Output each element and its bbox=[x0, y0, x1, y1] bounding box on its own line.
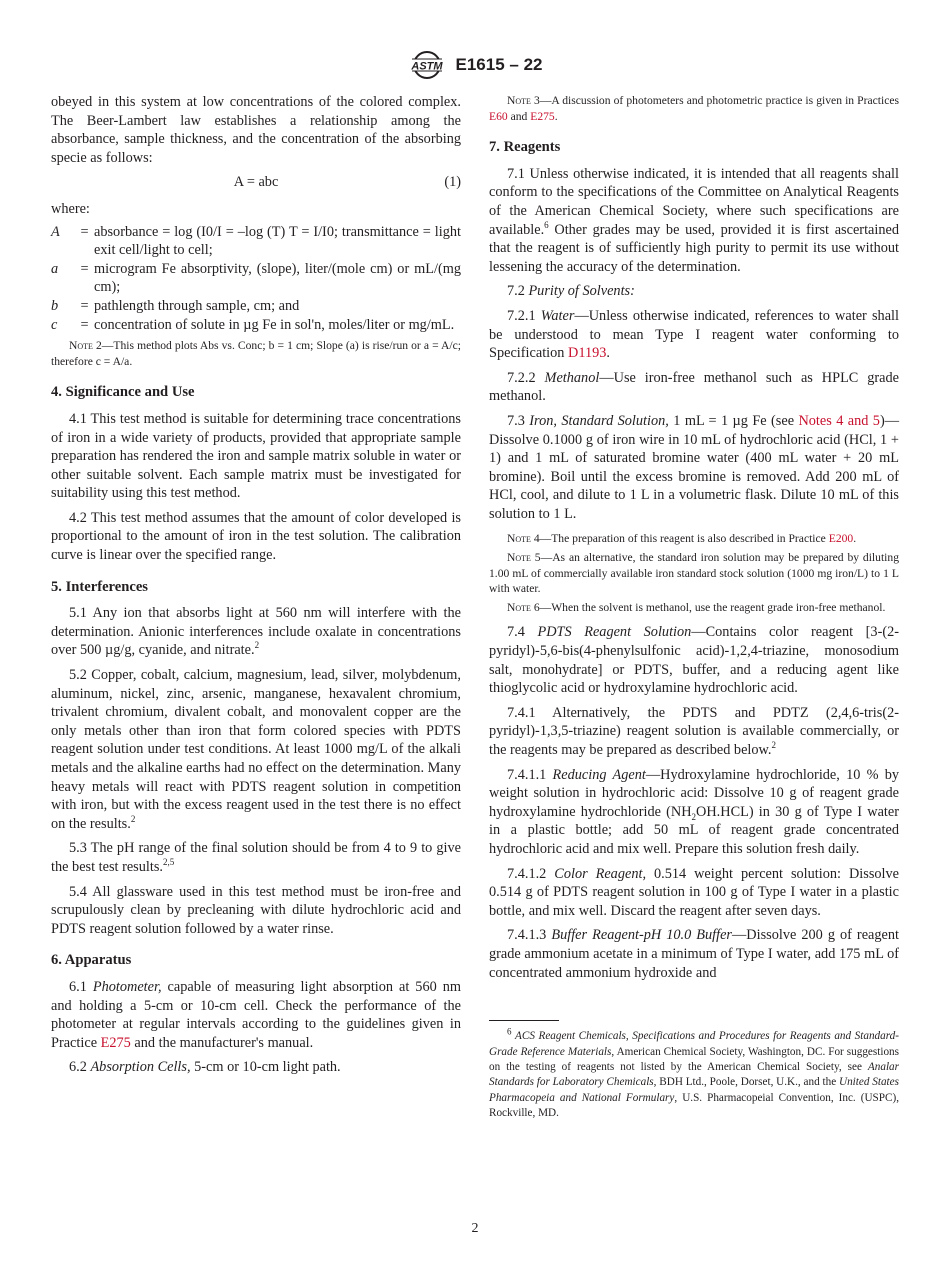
symbol: b bbox=[51, 297, 59, 314]
note-text: —As an alternative, the standard iron solution may be prepared by diluting 1.00 mL of commercially available iron standard stock solution (1000 mg iron/L) to 1 L with water. bbox=[489, 551, 899, 596]
equation bbox=[51, 173, 461, 192]
definition-text: microgram Fe absorptivity, (slope), liter/(mole cm) or mL/(mg cm); bbox=[94, 260, 461, 296]
link-e275[interactable]: E275 bbox=[530, 109, 555, 123]
clause-term: Reducing Agent bbox=[552, 766, 646, 783]
clause-term: Purity of Solvents: bbox=[528, 283, 635, 300]
definition-b bbox=[51, 297, 461, 316]
footnote-ref: 2 bbox=[771, 740, 777, 751]
paragraph-text: capable of measuring light absorption at 560 nm and holding a 5-cm or 10-cm cell. Check the performance of the photometer at regular intervals according to the guidelines given in Practice bbox=[51, 978, 461, 1051]
note-label: Note 4 bbox=[507, 532, 540, 546]
footnote-ref: 2,5 bbox=[162, 857, 175, 868]
paragraph-text: 7.4.1 Alternatively, the PDTS and PDTZ (2,4,6-tris(2-pyridyl)-1,3,5-triazine) reagent solution is available commercially, or the reagents may be prepared as described below. bbox=[489, 704, 899, 758]
symbol: a bbox=[51, 260, 59, 277]
equals-sign: = bbox=[80, 223, 89, 240]
paragraph-text: —Hydroxylamine hydrochloride, 10 % by weight solution in hydrochloric acid: Dissolve 10 g of reagent grade hydroxylamine hydrochloride (NH bbox=[489, 766, 899, 820]
svg-text:ASTM: ASTM bbox=[410, 60, 443, 73]
definition-A bbox=[51, 223, 461, 260]
link-notes-4-5[interactable]: Notes 4 and 5 bbox=[798, 412, 880, 429]
paragraph-5-1 bbox=[51, 604, 461, 660]
note-5 bbox=[489, 550, 899, 597]
note-text: —When the solvent is methanol, use the reagent grade iron-free methanol. bbox=[539, 600, 886, 614]
section-6-heading: 6. Apparatus bbox=[51, 952, 132, 969]
paragraph-7-1 bbox=[489, 165, 899, 277]
section-4-heading: 4. Significance and Use bbox=[51, 384, 195, 401]
conjunction: and bbox=[510, 109, 528, 123]
equals-sign: = bbox=[80, 297, 89, 314]
paragraph-6-2 bbox=[51, 1058, 461, 1077]
footnote-title: Analar Standards for Laboratory Chemicals bbox=[489, 1060, 899, 1089]
section-5-heading: 5. Interferences bbox=[51, 578, 148, 595]
paragraph-text: —Contains color reagent [3-(2-pyridyl)-5,6-bis(4-phenylsulfonic acid)-1,2,4-triazine, monosodium salt, monohydrate] or PDTS, buffer, and a reducing agent like thioglycolic acid or hydroxylamine hydrochloric acid. bbox=[489, 624, 899, 697]
paragraph-5-4: 5.4 All glassware used in this test method must be iron-free and scrupulously clean by precleaning with dilute hydrochloric acid and PDTS reagent solution followed by a water rinse. bbox=[51, 883, 461, 937]
note-text: —The preparation of this reagent is also described in Practice bbox=[539, 532, 826, 546]
astm-logo-icon bbox=[408, 50, 446, 80]
note-4: Note 4—The preparation of this reagent is also described in Practice E200. bbox=[507, 532, 857, 546]
intro-paragraph: obeyed in this system at low concentrations of the colored complex. The Beer-Lambert law establishes a relationship among the absorbance, sample thickness, and the concentration of the absorbing specie as follows: bbox=[51, 94, 461, 166]
definition-a bbox=[51, 260, 461, 297]
paragraph-text: and the manufacturer's manual. bbox=[134, 1034, 314, 1051]
paragraph-text: —Use iron-free methanol such as HPLC grade methanol. bbox=[489, 369, 900, 405]
where-label: where: bbox=[51, 200, 90, 217]
paragraph-7-4 bbox=[489, 623, 899, 697]
note-label: Note 6 bbox=[507, 600, 540, 614]
paragraph-4-2: 4.2 This test method assumes that the amount of color developed is proportional to the amount of iron in the test solution. The calibration curve is linear over the specified range. bbox=[51, 509, 461, 564]
note-6 bbox=[489, 600, 899, 616]
clause-term: Buffer Reagent-pH 10.0 Buffer bbox=[551, 927, 732, 944]
paragraph-5-3 bbox=[51, 839, 461, 876]
clause-number: 7.4 bbox=[507, 624, 525, 641]
right-column bbox=[489, 93, 899, 1122]
paragraph-text: Other grades may be used, provided it is first ascertained that the reagent is of sufficiently high purity to permit its use without lessening the accuracy of the determination. bbox=[489, 221, 899, 275]
paragraph-text: 5.3 The pH range of the final solution should be from 4 to 9 to give the best test results. bbox=[51, 840, 461, 875]
definition-text: pathlength through sample, cm; and bbox=[94, 297, 300, 314]
page-header bbox=[0, 50, 950, 80]
note-label: Note 3 bbox=[507, 94, 540, 107]
footnote-text: , American Chemical Society, Washington, DC. For suggestions on the testing of reagents not listed by the American Chemical Society, see bbox=[489, 1045, 899, 1073]
clause-number: 6.2 bbox=[69, 1059, 87, 1076]
paragraph-7-4-1-2 bbox=[489, 865, 899, 921]
paragraph-text: )—Dissolve 0.1000 g of iron wire in 10 mL of hydrochloric acid (HCl, 1 + 1) and 1 mL of saturated bromine water (400 mL water + 20 mL bromine). Boil until the excess bromine is removed. Add 200 mL of HCl, cool, and dilute to 1 L in a volumetric flask. Dilute 10 mL of this solution to 1 L. bbox=[489, 412, 900, 522]
paragraph-4-1: 4.1 This test method is suitable for determining trace concentrations of iron in a wide variety of products, provided that appropriate sample preparation has rendered the iron and sample matrix soluble in water or other suitable solvent. Each sample matrix must be investigated for suitability using this test method. bbox=[51, 410, 461, 502]
paragraph-7-4-1 bbox=[489, 704, 899, 760]
equals-sign: = bbox=[80, 316, 89, 333]
note-text: —This method plots Abs vs. Conc; b = 1 cm; Slope (a) is rise/run or a = A/c; therefore c = A/a. bbox=[51, 339, 461, 368]
footnote-title: ACS Reagent Chemicals, Specifications and Procedures for Reagents and Standard-Grade Reference Materials bbox=[489, 1030, 899, 1058]
footnote-text: , BDH Ltd., Poole, Dorset, U.K., and the bbox=[653, 1076, 837, 1089]
symbol: A bbox=[51, 223, 60, 240]
paragraph-7-2-1: 7.2.1 Water—Unless otherwise indicated, references to water shall be understood to mean Type I reagent water conforming to Specification D1193. bbox=[489, 307, 899, 362]
footnote-text: , U.S. Pharmacopeial Convention, Inc. (USPC), Rockville, MD. bbox=[489, 1091, 899, 1120]
paragraph-text: 5.2 Copper, cobalt, calcium, magnesium, lead, silver, molybdenum, aluminum, nickel, zinc, arsenic, manganese, hexavalent chromium, trivalent chromium, divalent cobalt, and monovalent copper are the only metals other than iron that form colored species with PDTS reagent solution under test conditions. At least 1000 mg/L of the alkali metals and the alkaline earths had no effect on the determination. Many heavy metals will react with PDTS reagent solution in competition with iron, but with the excess reagent used in the test there is no effect on the results. bbox=[51, 667, 461, 832]
paragraph-6-1 bbox=[51, 978, 461, 1052]
footnote-ref: 2 bbox=[254, 640, 260, 651]
definitions-list bbox=[51, 223, 461, 335]
section-7-heading: 7. Reagents bbox=[489, 139, 561, 156]
clause-number: 7.2.1 bbox=[507, 307, 536, 324]
equals-sign: = bbox=[80, 260, 89, 277]
clause-number: 6.1 bbox=[69, 978, 87, 995]
paragraph-text: 1 mL = 1 µg Fe (see bbox=[673, 412, 795, 429]
note-text: —A discussion of photometers and photometric practice is given in Practices bbox=[539, 94, 900, 107]
clause-number: 7.3 bbox=[507, 412, 525, 429]
symbol: c bbox=[51, 316, 58, 333]
link-e200[interactable]: E200 bbox=[828, 532, 854, 546]
paragraph-7-2 bbox=[489, 282, 899, 301]
paragraph-7-3 bbox=[489, 412, 899, 524]
clause-number: 7.2.2 bbox=[507, 369, 536, 386]
clause-term: Absorption Cells, bbox=[90, 1059, 191, 1076]
footnote-number: 6 bbox=[507, 1026, 512, 1037]
definition-text: concentration of solute in µg Fe in sol'n, moles/liter or mg/mL. bbox=[94, 316, 455, 333]
clause-number: 7.4.1.3 bbox=[507, 927, 547, 944]
clause-term: Methanol bbox=[544, 369, 600, 386]
link-e275[interactable]: E275 bbox=[100, 1034, 131, 1051]
footnote-ref: 2 bbox=[130, 814, 136, 825]
paragraph-text: —Dissolve 200 g of reagent grade ammonium acetate in a minimum of Type I water, add 175 mL of concentrated ammonium hydroxide and bbox=[489, 927, 899, 981]
clause-term: Iron, Standard Solution, bbox=[529, 412, 669, 429]
paragraph-text: —Unless otherwise indicated, references to water shall be understood to mean Type I reagent water conforming to Specification bbox=[489, 307, 899, 362]
note-2 bbox=[51, 338, 461, 369]
clause-number: 7.2 bbox=[507, 283, 525, 300]
left-column bbox=[51, 93, 461, 1083]
definition-c bbox=[51, 316, 461, 335]
paragraph-5-2 bbox=[51, 666, 461, 833]
standard-designation: E1615 – 22 bbox=[455, 55, 543, 74]
paragraph-7-4-1-3 bbox=[489, 926, 899, 982]
clause-term: Photometer, bbox=[92, 978, 162, 995]
clause-term: PDTS Reagent Solution bbox=[537, 624, 692, 641]
footnote-divider bbox=[489, 1020, 559, 1021]
paragraph-text: 0.514 weight percent solution: Dissolve 0.514 g of PDTS reagent solution in 100 g of Type I water in a plastic bottle, and mix well. Discard the reagent after seven days. bbox=[489, 865, 899, 919]
note-label: Note 5 bbox=[507, 551, 541, 565]
paragraph-7-4-1-1 bbox=[489, 766, 899, 859]
paragraph-text: 5-cm or 10-cm light path. bbox=[194, 1059, 341, 1076]
paragraph-text: 7.1 Unless otherwise indicated, it is intended that all reagents shall conform to the specifications of the Committee on Analytical Reagents of the American Chemical Society, where such specifications are available. bbox=[489, 165, 899, 238]
clause-term: Color Reagent, bbox=[554, 865, 647, 882]
subscript: 2 bbox=[691, 811, 697, 822]
link-e60[interactable]: E60 bbox=[489, 109, 508, 123]
paragraph-text: OH.HCL) in 30 g of Type I water in a plastic bottle; add 50 mL of reagent grade concentrated hydrochloric acid and mix well. Prepare this solution fresh daily. bbox=[489, 803, 899, 857]
clause-term: Water bbox=[540, 307, 575, 324]
footnote-title: United States Pharmacopeia and National Formulary bbox=[489, 1076, 899, 1104]
clause-number: 7.4.1.2 bbox=[507, 865, 547, 882]
note-3: Note 3—A discussion of photometers and photometric practice is given in Practices E60 and E275. bbox=[489, 94, 900, 123]
clause-number: 7.4.1.1 bbox=[507, 766, 547, 783]
equation-text: A = abc bbox=[233, 174, 279, 191]
equation-number: (1) bbox=[444, 174, 461, 191]
footnote-6 bbox=[489, 1026, 899, 1121]
note-label: Note 2 bbox=[69, 339, 102, 353]
definition-text: absorbance = log (I0/I = –log (T) T = I/I0; transmittance = light exit cell/light to cell; bbox=[94, 223, 461, 259]
link-d1193[interactable]: D1193 bbox=[568, 345, 607, 362]
page-number: 2 bbox=[471, 1221, 479, 1236]
footnote-ref: 6 bbox=[544, 219, 549, 230]
paragraph-7-2-2 bbox=[489, 369, 899, 406]
paragraph-text: 5.1 Any ion that absorbs light at 560 nm will interfere with the determination. Anionic interferences include oxalate in concentrations over 500 µg/g, cyanide, and nitrate. bbox=[51, 605, 461, 659]
